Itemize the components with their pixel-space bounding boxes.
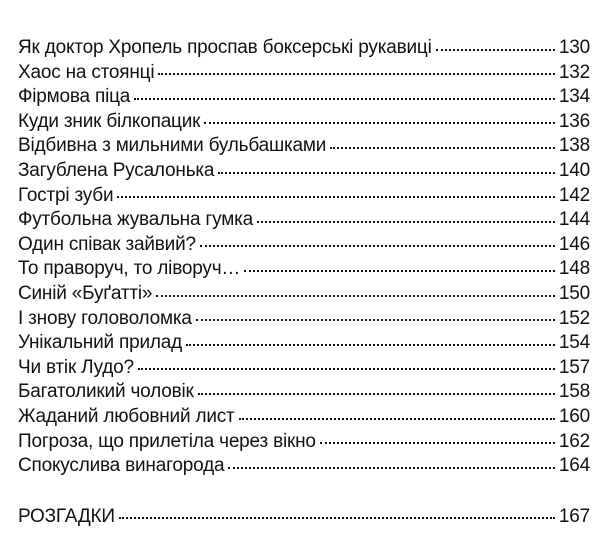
- dot-leader: [330, 147, 555, 149]
- toc-entry-page: 148: [558, 258, 590, 280]
- toc-entry: [18, 61, 590, 86]
- toc-entry: [18, 85, 590, 110]
- toc-entry: [18, 208, 590, 233]
- toc-entry: [18, 405, 590, 430]
- toc-entry-title: Один співак зайвий?: [18, 233, 196, 255]
- toc-entry-title: Жаданий любовний лист: [18, 405, 235, 427]
- toc-entry-page: 130: [558, 37, 590, 58]
- dot-leader: [228, 467, 555, 469]
- toc-entry: [18, 356, 590, 381]
- toc-entry-title: Як доктор Хропель проспав боксерські рукавиці: [18, 37, 432, 58]
- toc-entry-title: То праворуч, то ліворуч…: [18, 258, 241, 280]
- table-of-contents: [18, 36, 590, 529]
- toc-entry: [18, 36, 590, 61]
- toc-entry-title: Синій «Буґатті»: [18, 282, 153, 304]
- toc-entry-title: Загублена Русалонька: [18, 159, 215, 181]
- dot-leader: [436, 49, 555, 51]
- dot-leader: [320, 442, 555, 444]
- toc-entry: [18, 184, 590, 209]
- toc-entry-title: Погроза, що прилетіла через вікно: [18, 430, 316, 452]
- toc-entry-page: 158: [558, 381, 590, 403]
- toc-entry-page: 138: [558, 135, 590, 157]
- toc-entry-title: Хаос на стоянці: [18, 61, 155, 83]
- toc-entry-title: Куди зник білкопацик: [18, 110, 201, 132]
- toc-entry-title: Чи втік Лудо?: [18, 356, 134, 378]
- toc-entry: [18, 257, 590, 282]
- toc-entry-title: Фірмова піца: [18, 86, 131, 108]
- toc-entry-title: Унікальний прилад: [18, 332, 183, 354]
- toc-entry: [18, 454, 590, 479]
- toc-entry-page: 146: [558, 233, 590, 255]
- toc-entry-title: І знову головоломка: [18, 307, 192, 329]
- dot-leader: [138, 368, 555, 370]
- dot-leader: [156, 295, 555, 297]
- dot-leader: [244, 270, 555, 272]
- dot-leader: [198, 393, 555, 395]
- toc-entry-page: 164: [558, 455, 590, 477]
- toc-entry-page: 150: [558, 282, 590, 304]
- dot-leader: [186, 344, 555, 346]
- dot-leader: [117, 196, 555, 198]
- section-gap: [18, 479, 590, 505]
- toc-entry: [18, 159, 590, 184]
- toc-entry-title: Гострі зуби: [18, 184, 114, 206]
- toc-entry: [18, 134, 590, 159]
- toc-entry: [18, 430, 590, 455]
- toc-entry-title: РОЗГАДКИ: [18, 505, 115, 527]
- toc-entry-page: 152: [558, 307, 590, 329]
- toc-entry: [18, 331, 590, 356]
- dot-leader: [119, 517, 555, 519]
- dot-leader: [218, 172, 555, 174]
- toc-entry-page: 142: [558, 184, 590, 206]
- toc-entry-page: 134: [558, 86, 590, 108]
- toc-entry-title: Футбольна жувальна гумка: [18, 209, 253, 231]
- toc-entry-page: 144: [558, 209, 590, 231]
- toc-entry: [18, 380, 590, 405]
- toc-entry-page: 167: [558, 505, 590, 527]
- toc-entry: [18, 282, 590, 307]
- toc-entry-page: 160: [558, 405, 590, 427]
- toc-entry-title: Спокуслива винагорода: [18, 455, 225, 477]
- toc-entry-page: 132: [558, 61, 590, 83]
- dot-leader: [134, 98, 555, 100]
- dot-leader: [257, 221, 555, 223]
- dot-leader: [239, 418, 555, 420]
- toc-entry: [18, 307, 590, 332]
- toc-entry-page: 162: [558, 430, 590, 452]
- toc-entry-page: 140: [558, 159, 590, 181]
- toc-entry: [18, 110, 590, 135]
- toc-entry-title: Відбивна з мильними бульбашками: [18, 135, 327, 157]
- toc-entry-answers: [18, 505, 590, 530]
- toc-entry-page: 136: [558, 110, 590, 132]
- toc-entry: [18, 233, 590, 258]
- dot-leader: [200, 245, 555, 247]
- toc-entry-page: 154: [558, 332, 590, 354]
- dot-leader: [204, 122, 555, 124]
- toc-entry-title: Багатоликий чоловік: [18, 381, 194, 403]
- dot-leader: [158, 73, 555, 75]
- dot-leader: [196, 319, 555, 321]
- toc-entry-page: 157: [558, 356, 590, 378]
